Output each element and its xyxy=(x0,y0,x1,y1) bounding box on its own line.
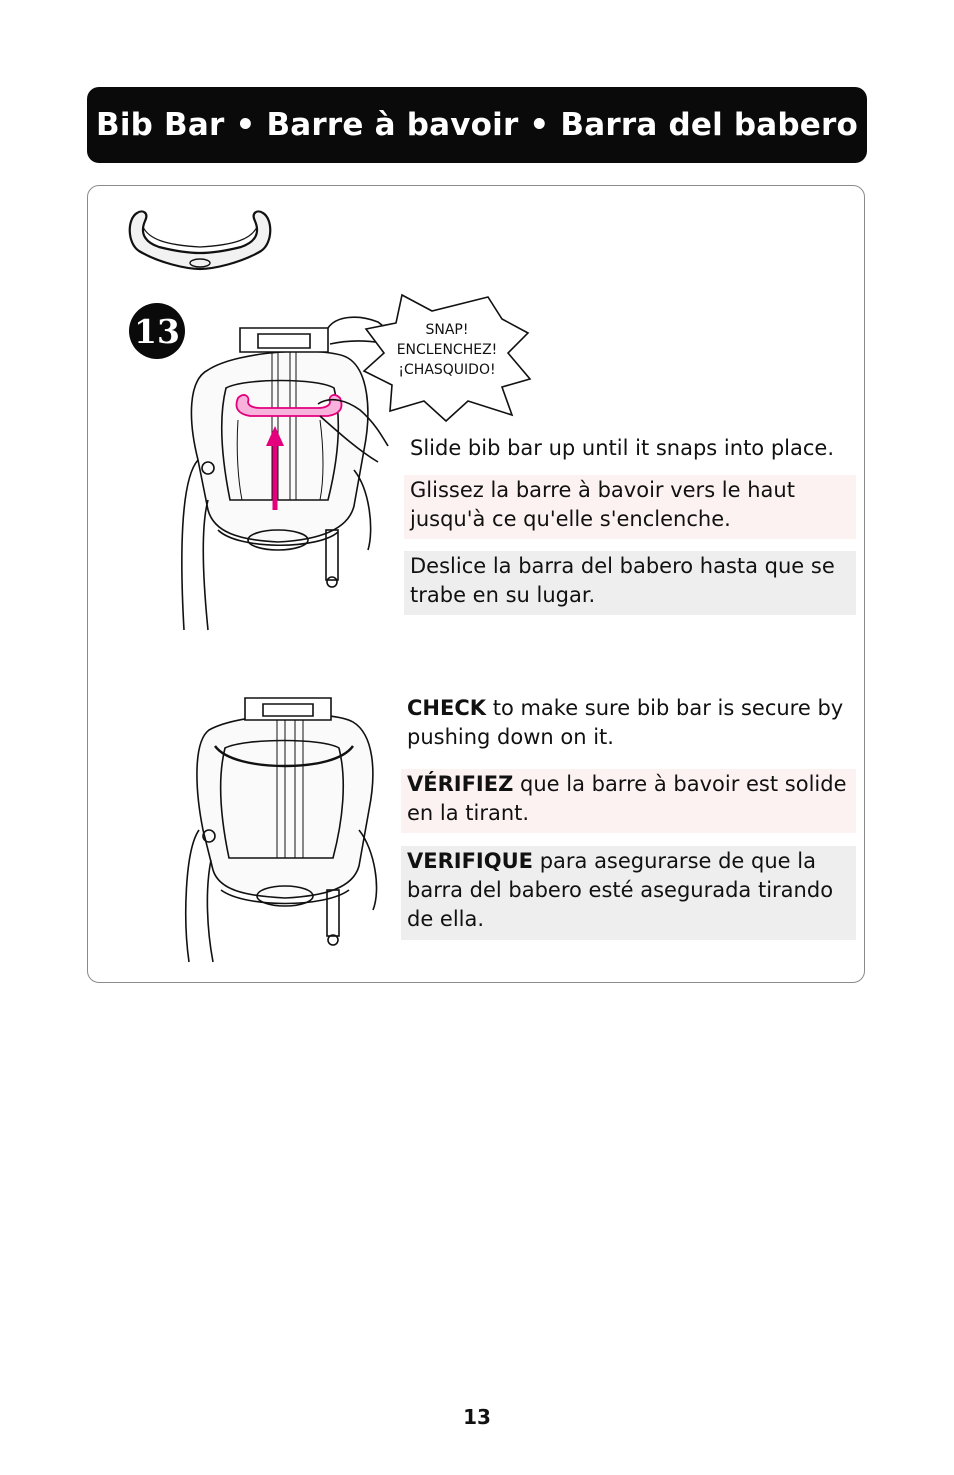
check-fr-text: que la barre à bavoir est solide en la tirant. xyxy=(407,772,847,825)
snap-fr: ENCLENCHEZ! xyxy=(396,342,498,358)
snap-callout-text xyxy=(380,320,514,380)
check-instruction-es xyxy=(401,846,856,940)
check-en-bold: CHECK xyxy=(407,696,487,720)
snap-es: ¡CHASQUIDO! xyxy=(398,362,496,378)
slide-instruction-fr: Glissez la barre à bavoir vers le haut jusqu'à ce qu'elle s'enclenche. xyxy=(404,475,856,539)
high-chair-check-illustration xyxy=(185,690,395,970)
page-number: 13 xyxy=(463,1405,491,1429)
step-number: 13 xyxy=(134,311,180,351)
slide-instruction-es: Deslice la barra del babero hasta que se trabe en su lugar. xyxy=(404,551,856,615)
section-title xyxy=(87,87,867,163)
high-chair-slide-illustration xyxy=(178,300,388,640)
bib-bar-part-illustration xyxy=(125,205,275,275)
slide-instruction-en: Slide bib bar up until it snaps into place. xyxy=(410,436,834,460)
step-number-badge xyxy=(129,303,185,359)
check-fr-bold: VÉRIFIEZ xyxy=(407,772,514,796)
snap-en: SNAP! xyxy=(425,322,469,338)
check-es-bold: VERIFIQUE xyxy=(407,849,533,873)
check-instruction-en xyxy=(407,694,857,752)
check-es-text: para asegurarse de que la barra del babero esté asegurada tirando de ella. xyxy=(407,849,834,931)
section-title-text: Bib Bar • Barre à bavoir • Barra del babero xyxy=(95,107,859,143)
check-instruction-fr xyxy=(401,769,856,833)
check-en-text: to make sure bib bar is secure by pushing down on it. xyxy=(407,696,844,749)
